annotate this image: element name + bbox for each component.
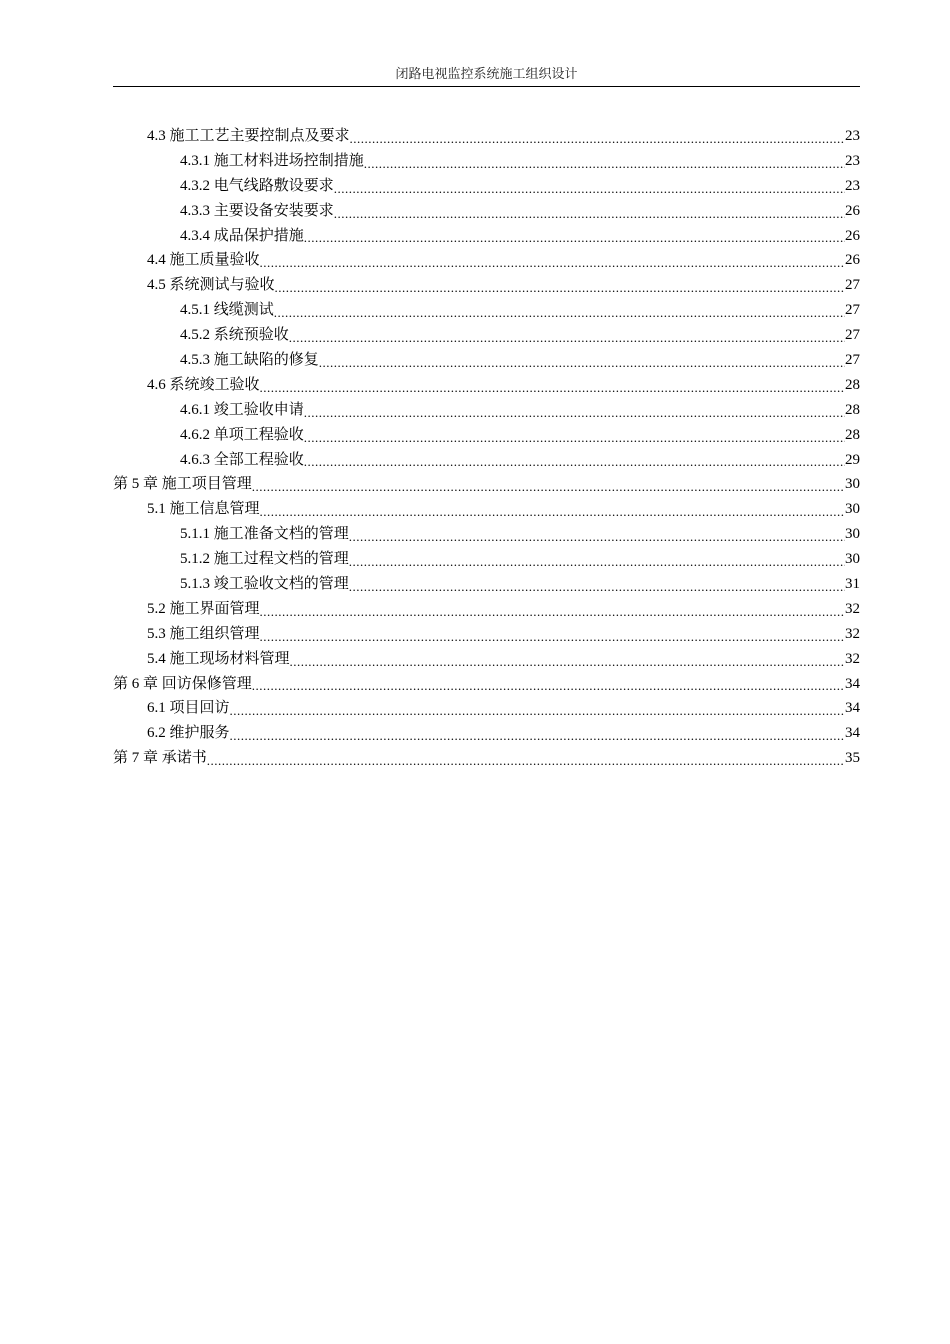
toc-entry[interactable] — [113, 248, 860, 273]
toc-entry-page: 34 — [845, 725, 860, 742]
toc-entry-label: 4.5.1 线缆测试 — [180, 302, 274, 319]
toc-entry[interactable] — [113, 597, 860, 622]
toc-entry-label: 5.1.1 施工准备文档的管理 — [180, 526, 349, 543]
toc-entry-page: 32 — [845, 600, 860, 617]
toc-entry-page: 27 — [845, 327, 860, 344]
toc-entry-page: 26 — [845, 202, 860, 219]
toc-entry[interactable] — [113, 472, 860, 497]
toc-entry-page: 28 — [845, 376, 860, 393]
toc-entry-page: 23 — [845, 177, 860, 194]
toc-entry-label: 4.6.3 全部工程验收 — [180, 451, 304, 468]
toc-entry-page: 27 — [845, 352, 860, 368]
toc-entry-label: 5.1.2 施工过程文档的管理 — [180, 551, 349, 568]
toc-entry[interactable] — [113, 647, 860, 672]
toc-dot-leader — [274, 298, 845, 323]
toc-entry[interactable] — [113, 199, 860, 224]
toc-entry-label: 第 5 章 施工项目管理 — [113, 476, 252, 493]
toc-dot-leader — [260, 622, 845, 647]
toc-entry-page: 32 — [845, 650, 860, 667]
toc-entry-label: 第 6 章 回访保修管理 — [113, 675, 252, 692]
toc-entry-label: 5.3 施工组织管理 — [147, 625, 260, 642]
document-title: 闭路电视监控系统施工组织设计 — [395, 66, 578, 81]
toc-entry-label: 4.6 系统竣工验收 — [147, 376, 260, 393]
toc-entry-page: 30 — [845, 526, 860, 543]
toc-entry-page: 28 — [845, 426, 860, 443]
toc-dot-leader — [319, 348, 845, 373]
toc-entry[interactable] — [113, 721, 860, 746]
toc-entry-label: 第 7 章 承诺书 — [113, 750, 207, 767]
toc-entry[interactable] — [113, 672, 860, 697]
toc-entry-page: 30 — [845, 476, 860, 493]
toc-dot-leader — [260, 248, 845, 273]
toc-dot-leader — [304, 423, 845, 448]
toc-entry[interactable] — [113, 174, 860, 199]
toc-dot-leader — [252, 672, 845, 697]
toc-entry[interactable] — [113, 622, 860, 647]
toc-entry[interactable] — [113, 696, 860, 721]
toc-entry-label: 5.4 施工现场材料管理 — [147, 650, 290, 667]
toc-dot-leader — [275, 273, 845, 298]
toc-entry[interactable] — [113, 423, 860, 448]
toc-dot-leader — [260, 497, 845, 522]
toc-entry-label: 4.3.3 主要设备安装要求 — [180, 202, 334, 219]
table-of-contents — [113, 124, 860, 771]
toc-entry[interactable] — [113, 522, 860, 547]
toc-entry-page: 34 — [845, 675, 860, 692]
toc-dot-leader — [349, 547, 845, 572]
toc-entry[interactable] — [113, 497, 860, 522]
toc-dot-leader — [304, 224, 845, 249]
toc-entry-label: 4.5.3 施工缺陷的修复 — [180, 352, 319, 368]
toc-entry-page: 29 — [845, 451, 860, 468]
toc-dot-leader — [230, 721, 845, 746]
toc-dot-leader — [349, 522, 845, 547]
toc-dot-leader — [260, 597, 845, 622]
toc-entry-label: 4.6.2 单项工程验收 — [180, 426, 304, 443]
toc-entry-page: 34 — [845, 700, 860, 717]
toc-entry-page: 31 — [845, 576, 860, 593]
toc-entry-label: 4.4 施工质量验收 — [147, 252, 260, 269]
toc-entry[interactable] — [113, 348, 860, 373]
toc-entry-label: 5.2 施工界面管理 — [147, 600, 260, 617]
toc-entry-page: 30 — [845, 551, 860, 568]
toc-entry-page: 30 — [845, 501, 860, 518]
toc-entry-page: 23 — [845, 127, 860, 144]
toc-entry-label: 5.1 施工信息管理 — [147, 501, 260, 518]
toc-entry-label: 4.3.1 施工材料进场控制措施 — [180, 152, 364, 169]
toc-entry-page: 27 — [845, 277, 860, 294]
toc-entry-label: 4.5.2 系统预验收 — [180, 327, 289, 344]
toc-entry[interactable] — [113, 547, 860, 572]
toc-entry-page: 28 — [845, 401, 860, 418]
toc-dot-leader — [230, 696, 845, 721]
toc-entry-label: 5.1.3 竣工验收文档的管理 — [180, 576, 349, 593]
toc-entry-label: 4.6.1 竣工验收申请 — [180, 401, 304, 418]
toc-dot-leader — [334, 174, 845, 199]
toc-entry[interactable] — [113, 398, 860, 423]
toc-entry-label: 6.2 维护服务 — [147, 725, 230, 742]
toc-dot-leader — [207, 746, 845, 771]
toc-entry[interactable] — [113, 298, 860, 323]
toc-dot-leader — [304, 448, 845, 473]
toc-entry-label: 6.1 项目回访 — [147, 700, 230, 717]
toc-entry-label: 4.3.2 电气线路敷设要求 — [180, 177, 334, 194]
toc-dot-leader — [349, 572, 845, 597]
toc-entry[interactable] — [113, 373, 860, 398]
toc-entry[interactable] — [113, 323, 860, 348]
toc-entry-page: 26 — [845, 227, 860, 244]
toc-dot-leader — [304, 398, 845, 423]
toc-entry[interactable] — [113, 572, 860, 597]
toc-dot-leader — [290, 647, 845, 672]
toc-entry[interactable] — [113, 124, 860, 149]
toc-entry-page: 26 — [845, 252, 860, 269]
toc-entry-label: 4.3 施工工艺主要控制点及要求 — [147, 127, 350, 144]
toc-dot-leader — [252, 472, 845, 497]
toc-dot-leader — [364, 149, 845, 174]
toc-dot-leader — [334, 199, 845, 224]
toc-entry-label: 4.3.4 成品保护措施 — [180, 227, 304, 244]
toc-entry[interactable] — [113, 746, 860, 771]
toc-entry[interactable] — [113, 273, 860, 298]
toc-entry[interactable] — [113, 448, 860, 473]
toc-entry-page: 35 — [845, 750, 860, 767]
toc-dot-leader — [350, 124, 845, 149]
toc-entry[interactable] — [113, 224, 860, 249]
toc-entry-page: 32 — [845, 625, 860, 642]
page-header — [113, 62, 860, 87]
toc-entry-label: 4.5 系统测试与验收 — [147, 277, 275, 294]
toc-dot-leader — [289, 323, 845, 348]
toc-entry-page: 27 — [845, 302, 860, 319]
toc-entry-page: 23 — [845, 152, 860, 169]
toc-dot-leader — [260, 373, 845, 398]
toc-entry[interactable] — [113, 149, 860, 174]
